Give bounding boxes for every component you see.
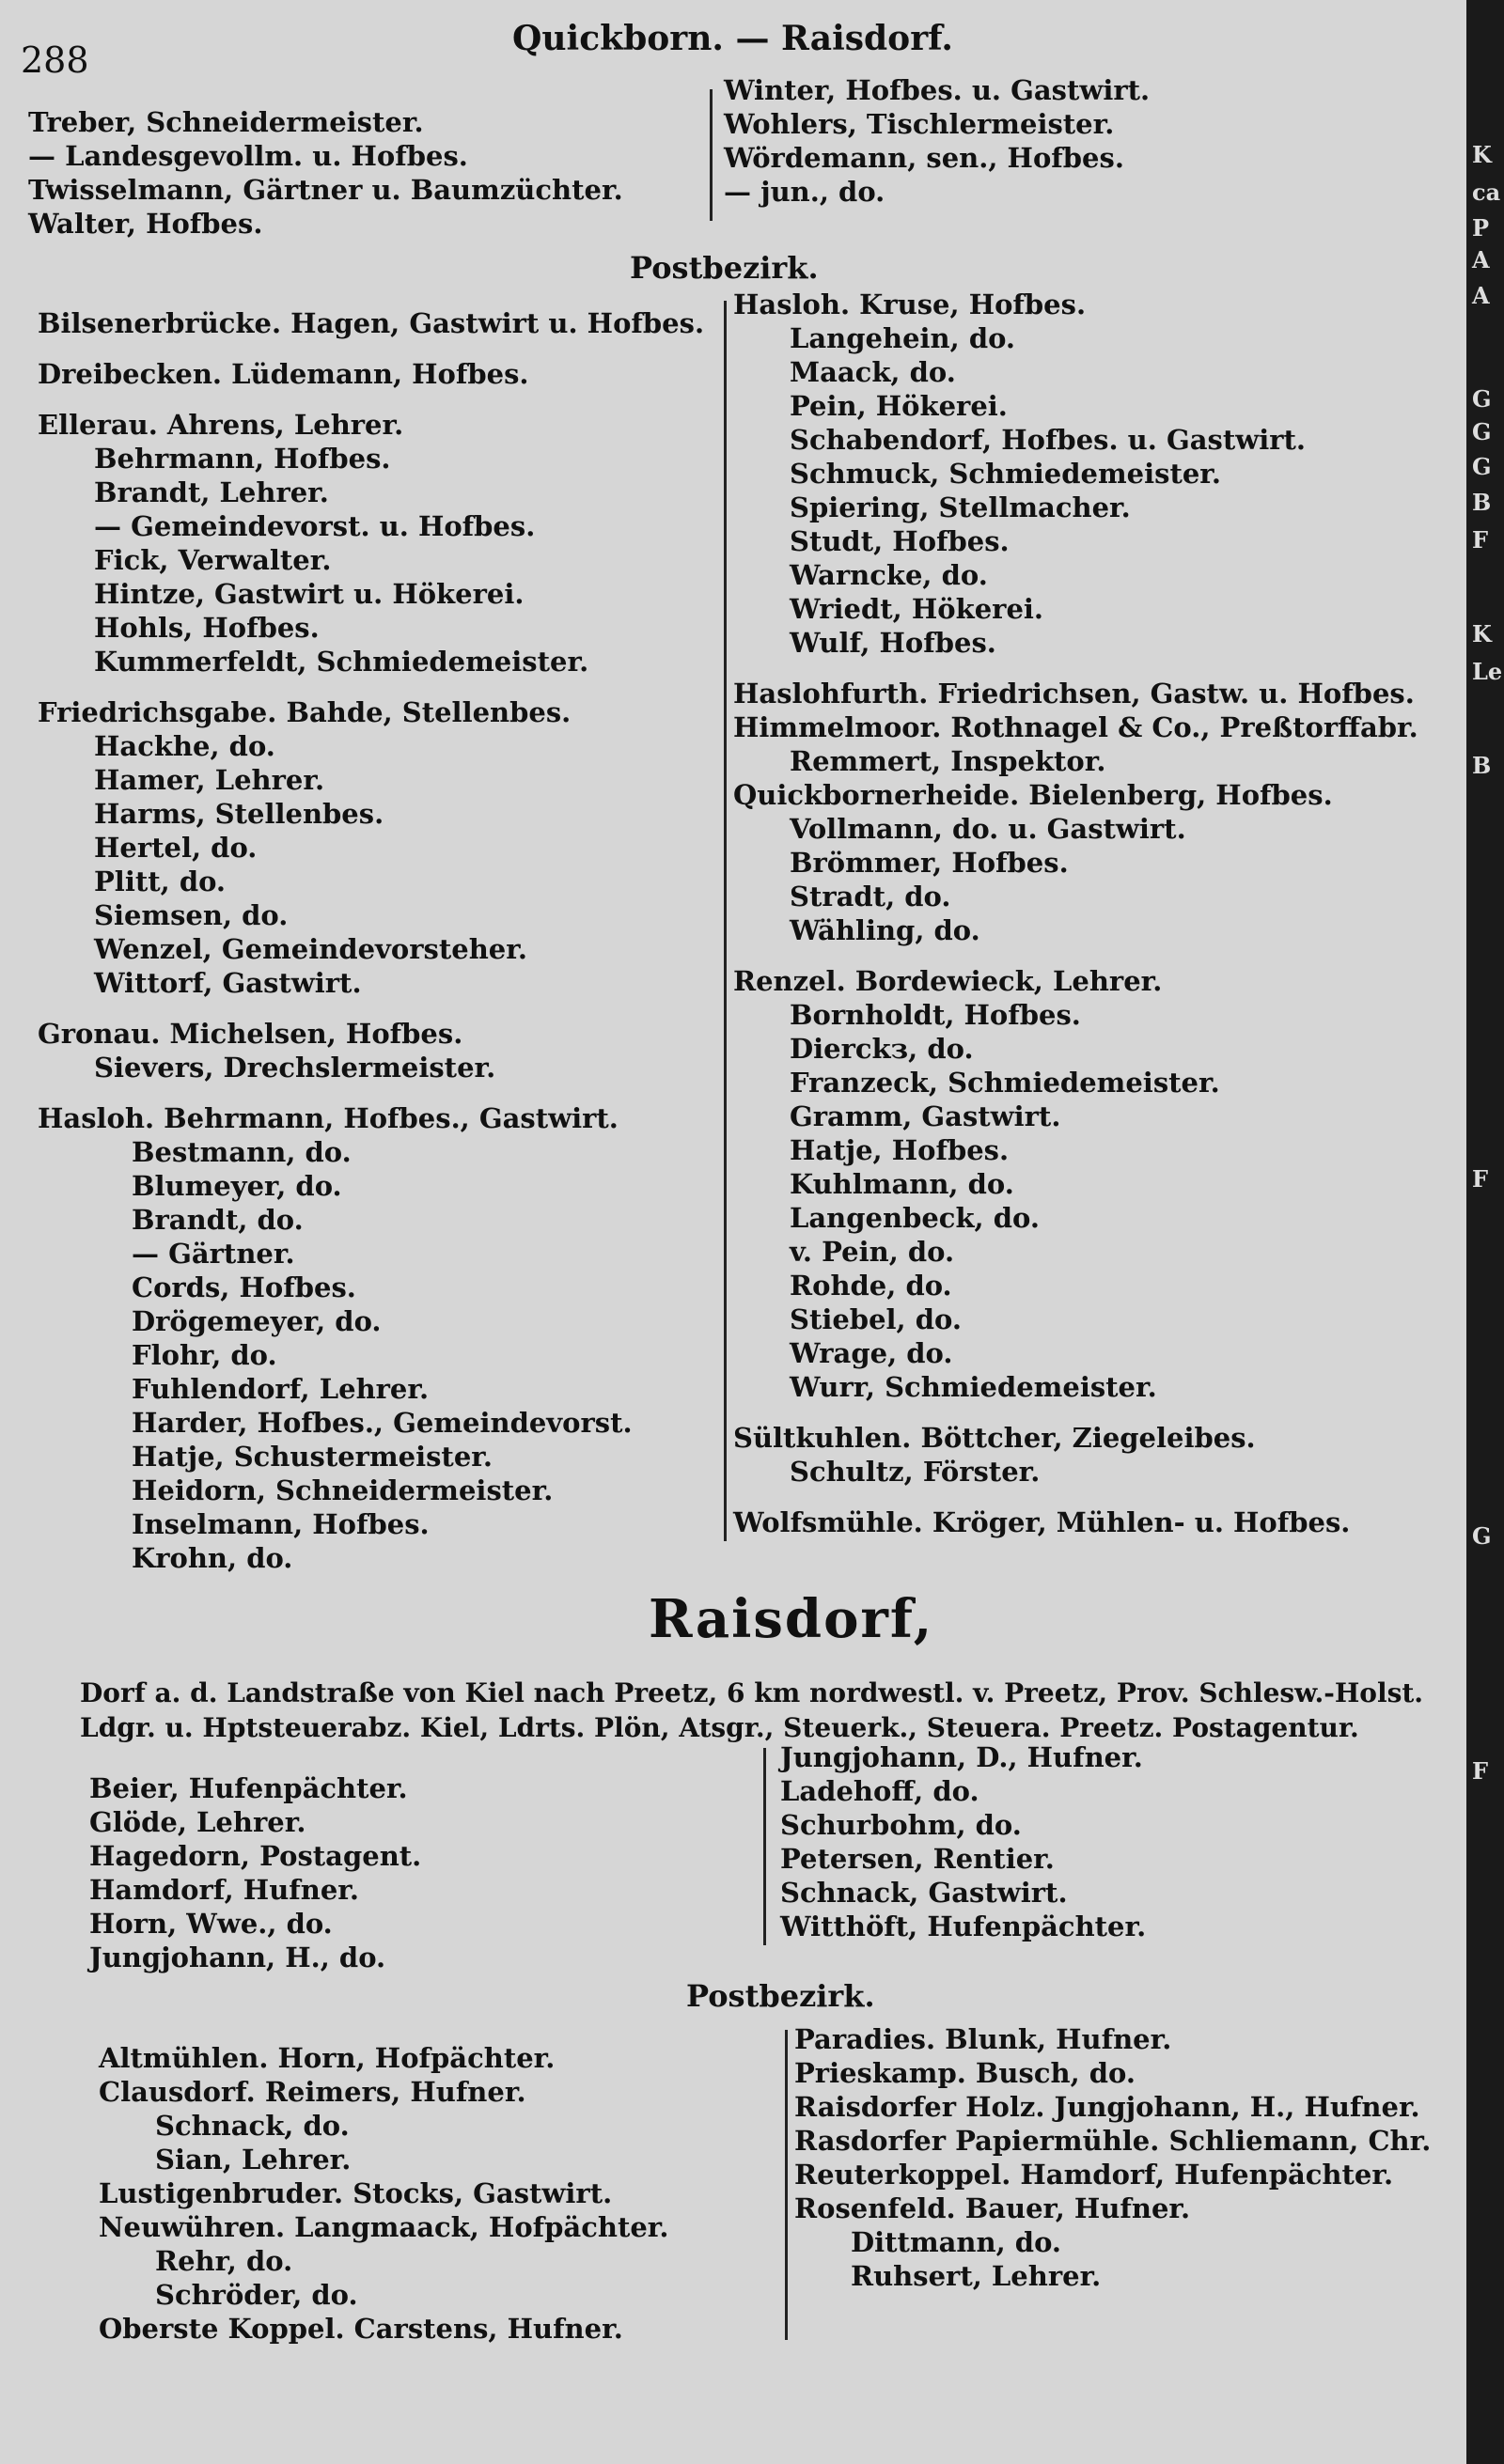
directory-entry: Schröder, do. — [155, 2279, 358, 2311]
raisdorf-residents-left — [89, 1771, 747, 1974]
edge-fragment: G — [1472, 418, 1492, 445]
locality-entry: Neuwühren. Langmaack, Hofpächter. — [99, 2211, 669, 2243]
directory-entry: Hintze, Gastwirt u. Hökerei. — [94, 578, 525, 610]
directory-entry: Harder, Hofbes., Gemeindevorst. — [132, 1407, 633, 1439]
running-head: Quickborn. — Raisdorf. — [512, 19, 953, 58]
directory-entry: Siemsen, do. — [94, 899, 289, 931]
directory-entry: Beier, Hufenpächter. — [89, 1772, 408, 1804]
locality-entry: Paradies. Blunk, Hufner. — [794, 2023, 1172, 2055]
column-divider — [763, 1748, 766, 1945]
edge-fragment: ca — [1472, 179, 1501, 206]
directory-entry: Schnack, Gastwirt. — [780, 1877, 1068, 1909]
spacer — [38, 1000, 714, 1017]
directory-entry: Brömmer, Hofbes. — [790, 847, 1069, 879]
spacer — [733, 1489, 1457, 1505]
directory-entry: Walter, Hofbes. — [28, 208, 263, 240]
edge-fragment: K — [1472, 141, 1492, 168]
locality-entry: Hasloh. Kruse, Hofbes. — [733, 289, 1087, 320]
locality-entry: Rasdorfer Papiermühle. Schliemann, Chr. — [794, 2125, 1432, 2157]
directory-entry: Stradt, do. — [790, 881, 951, 912]
directory-entry: Wähling, do. — [790, 914, 980, 946]
directory-entry: Dittmann, do. — [851, 2226, 1061, 2258]
column-divider — [724, 301, 727, 1541]
directory-entry: Jungjohann, H., do. — [89, 1942, 386, 1973]
locality-entry: Oberste Koppel. Carstens, Hufner. — [99, 2313, 623, 2345]
directory-entry: Glöde, Lehrer. — [89, 1806, 306, 1838]
locality-entry: Clausdorf. Reimers, Hufner. — [99, 2076, 526, 2108]
directory-entry: Flohr, do. — [132, 1339, 277, 1371]
directory-entry: Stiebel, do. — [790, 1303, 962, 1335]
quickborn-postbezirk-right — [733, 288, 1457, 1539]
raisdorf-postbezirk-right — [794, 2022, 1452, 2293]
edge-fragment: F — [1472, 526, 1489, 554]
spacer — [38, 678, 714, 695]
directory-entry: Dierckз, do. — [790, 1033, 974, 1065]
directory-entry: Pein, Hökerei. — [790, 390, 1008, 422]
edge-fragment: F — [1472, 1165, 1489, 1193]
directory-entry: Spiering, Stellmacher. — [790, 491, 1131, 523]
directory-entry: Ruhsert, Lehrer. — [851, 2260, 1102, 2292]
directory-entry: — Gemeindevorst. u. Hofbes. — [94, 510, 536, 542]
column-divider — [785, 2030, 788, 2340]
edge-fragment: A — [1472, 282, 1490, 309]
locality-entry: Reuterkoppel. Hamdorf, Hufenpächter. — [794, 2159, 1394, 2191]
locality-entry: Sültkuhlen. Böttcher, Ziegeleibes. — [733, 1422, 1256, 1454]
spacer — [733, 660, 1457, 677]
edge-fragment: A — [1472, 246, 1490, 273]
directory-entry: Sievers, Drechslermeister. — [94, 1052, 496, 1084]
directory-entry: v. Pein, do. — [790, 1236, 955, 1268]
edge-fragment: G — [1472, 1522, 1492, 1550]
directory-entry: — jun., do. — [724, 176, 885, 208]
directory-entry: — Gärtner. — [132, 1238, 295, 1270]
directory-entry: Inselmann, Hofbes. — [132, 1508, 430, 1540]
directory-entry: Rohde, do. — [790, 1270, 952, 1302]
directory-entry: Kummerfeldt, Schmiedemeister. — [94, 646, 589, 678]
spacer — [38, 340, 714, 357]
top-left-column — [28, 105, 705, 241]
directory-entry: Hatje, Hofbes. — [790, 1134, 1010, 1166]
directory-entry: Hamdorf, Hufner. — [89, 1874, 360, 1906]
directory-entry: Schabendorf, Hofbes. u. Gastwirt. — [790, 424, 1306, 456]
directory-entry: Sian, Lehrer. — [155, 2144, 352, 2175]
directory-entry: Treber, Schneidermeister. — [28, 106, 424, 138]
directory-entry: Petersen, Rentier. — [780, 1843, 1055, 1875]
edge-fragment: K — [1472, 620, 1492, 647]
quickborn-postbezirk-left — [38, 306, 714, 1575]
directory-entry: Fick, Verwalter. — [94, 544, 332, 576]
directory-entry: Hatje, Schustermeister. — [132, 1441, 493, 1473]
edge-fragment: G — [1472, 453, 1492, 480]
directory-entry: Wenzel, Gemeindevorsteher. — [94, 933, 527, 965]
directory-entry: Schmuck, Schmiedemeister. — [790, 458, 1222, 490]
locality-entry: Ellerau. Ahrens, Lehrer. — [38, 409, 404, 441]
spacer — [38, 1084, 714, 1101]
adjacent-page-edge — [1466, 0, 1504, 2464]
directory-entry: Wohlers, Tischlermeister. — [724, 108, 1115, 140]
directory-entry: Vollmann, do. u. Gastwirt. — [790, 813, 1186, 845]
postbezirk-heading-quickborn: Postbezirk. — [630, 250, 819, 286]
directory-entry: Heidorn, Schneidermeister. — [132, 1474, 554, 1506]
directory-entry: Langenbeck, do. — [790, 1202, 1040, 1234]
locality-entry: Lustigenbruder. Stocks, Gastwirt. — [99, 2177, 613, 2209]
directory-entry: Langehein, do. — [790, 322, 1016, 354]
directory-entry: Wördemann, sen., Hofbes. — [724, 142, 1124, 174]
directory-entry: Krohn, do. — [132, 1542, 293, 1574]
directory-entry: Remmert, Inspektor. — [790, 745, 1106, 777]
directory-entry: Hackhe, do. — [94, 730, 275, 762]
raisdorf-description-line2: Ldgr. u. Hptsteuerabz. Kiel, Ldrts. Plön, Atsgr., Steuerk., Steuera. Preetz. Postagentur. — [80, 1712, 1359, 1743]
raisdorf-postbezirk-left — [99, 2041, 776, 2346]
directory-entry: Gramm, Gastwirt. — [790, 1100, 1061, 1132]
directory-entry: Wriedt, Hökerei. — [790, 593, 1044, 625]
page-number: 288 — [21, 39, 89, 81]
locality-entry: Bilsenerbrücke. Hagen, Gastwirt u. Hofbes. — [38, 307, 705, 339]
directory-entry: Schurbohm, do. — [780, 1809, 1022, 1841]
top-right-column — [724, 73, 1438, 209]
locality-entry: Gronau. Michelsen, Hofbes. — [38, 1018, 463, 1050]
directory-entry: Rehr, do. — [155, 2245, 293, 2277]
directory-entry: Studt, Hofbes. — [790, 525, 1010, 557]
locality-entry: Hasloh. Behrmann, Hofbes., Gastwirt. — [38, 1102, 619, 1134]
directory-entry: Wittorf, Gastwirt. — [94, 967, 362, 999]
locality-entry: Renzel. Bordewieck, Lehrer. — [733, 965, 1163, 997]
postbezirk-heading-raisdorf: Postbezirk. — [686, 1978, 875, 2014]
directory-entry: Hagedorn, Postagent. — [89, 1840, 422, 1872]
raisdorf-description-line1: Dorf a. d. Landstraße von Kiel nach Preetz, 6 km nordwestl. v. Preetz, Prov. Schlesw.-Holst. — [80, 1677, 1424, 1708]
locality-entry: Rosenfeld. Bauer, Hufner. — [794, 2192, 1191, 2224]
spacer — [733, 1404, 1457, 1421]
locality-entry: Friedrichsgabe. Bahde, Stellenbes. — [38, 696, 572, 728]
spacer — [38, 391, 714, 408]
locality-entry: Prieskamp. Busch, do. — [794, 2057, 1136, 2089]
directory-entry: Maack, do. — [790, 356, 956, 388]
directory-entry: Bestmann, do. — [132, 1136, 352, 1168]
locality-entry: Altmühlen. Horn, Hofpächter. — [99, 2042, 556, 2074]
column-divider — [710, 89, 713, 221]
directory-entry: Jungjohann, D., Hufner. — [780, 1741, 1143, 1773]
directory-entry: Schnack, do. — [155, 2110, 350, 2142]
locality-entry: Haslohfurth. Friedrichsen, Gastw. u. Hofbes. — [733, 678, 1415, 710]
edge-fragment: B — [1472, 752, 1492, 779]
raisdorf-title: Raisdorf, — [649, 1588, 934, 1650]
directory-entry: Horn, Wwe., do. — [89, 1908, 333, 1940]
directory-entry: Kuhlmann, do. — [790, 1168, 1014, 1200]
directory-entry: Twisselmann, Gärtner u. Baumzüchter. — [28, 174, 623, 206]
directory-entry: Hertel, do. — [94, 832, 258, 864]
directory-entry: Winter, Hofbes. u. Gastwirt. — [724, 74, 1151, 106]
directory-entry: Witthöft, Hufenpächter. — [780, 1910, 1147, 1942]
directory-entry: Ladehoff, do. — [780, 1775, 979, 1807]
directory-entry: Behrmann, Hofbes. — [94, 443, 391, 475]
directory-entry: Brandt, do. — [132, 1204, 304, 1236]
directory-entry: Wurr, Schmiedemeister. — [790, 1371, 1157, 1403]
directory-entry: Wrage, do. — [790, 1337, 953, 1369]
directory-entry: Fuhlendorf, Lehrer. — [132, 1373, 430, 1405]
directory-entry: Hohls, Hofbes. — [94, 612, 320, 644]
directory-entry: Wulf, Hofbes. — [790, 627, 996, 659]
edge-fragment: B — [1472, 489, 1492, 516]
directory-entry: — Landesgevollm. u. Hofbes. — [28, 140, 468, 172]
edge-fragment: P — [1472, 214, 1490, 242]
edge-fragment: Le — [1472, 658, 1503, 685]
locality-entry: Himmelmoor. Rothnagel & Co., Preßtorffabr. — [733, 711, 1418, 743]
raisdorf-residents-right — [780, 1740, 1438, 1943]
directory-entry: Schultz, Förster. — [790, 1456, 1041, 1488]
locality-entry: Quickbornerheide. Bielenberg, Hofbes. — [733, 779, 1333, 811]
directory-entry: Plitt, do. — [94, 866, 227, 897]
locality-entry: Raisdorfer Holz. Jungjohann, H., Hufner. — [794, 2091, 1420, 2123]
directory-entry: Bornholdt, Hofbes. — [790, 999, 1081, 1031]
directory-entry: Blumeyer, do. — [132, 1170, 342, 1202]
spacer — [733, 947, 1457, 964]
edge-fragment: G — [1472, 385, 1492, 413]
edge-fragment: F — [1472, 1757, 1489, 1785]
directory-entry: Drögemeyer, do. — [132, 1305, 382, 1337]
locality-entry: Dreibecken. Lüdemann, Hofbes. — [38, 358, 529, 390]
locality-entry: Wolfsmühle. Kröger, Mühlen- u. Hofbes. — [733, 1506, 1351, 1538]
directory-entry: Brandt, Lehrer. — [94, 476, 329, 508]
directory-entry: Cords, Hofbes. — [132, 1271, 356, 1303]
directory-entry: Warncke, do. — [790, 559, 988, 591]
directory-entry: Harms, Stellenbes. — [94, 798, 384, 830]
directory-entry: Franzeck, Schmiedemeister. — [790, 1067, 1220, 1099]
directory-entry: Hamer, Lehrer. — [94, 764, 325, 796]
